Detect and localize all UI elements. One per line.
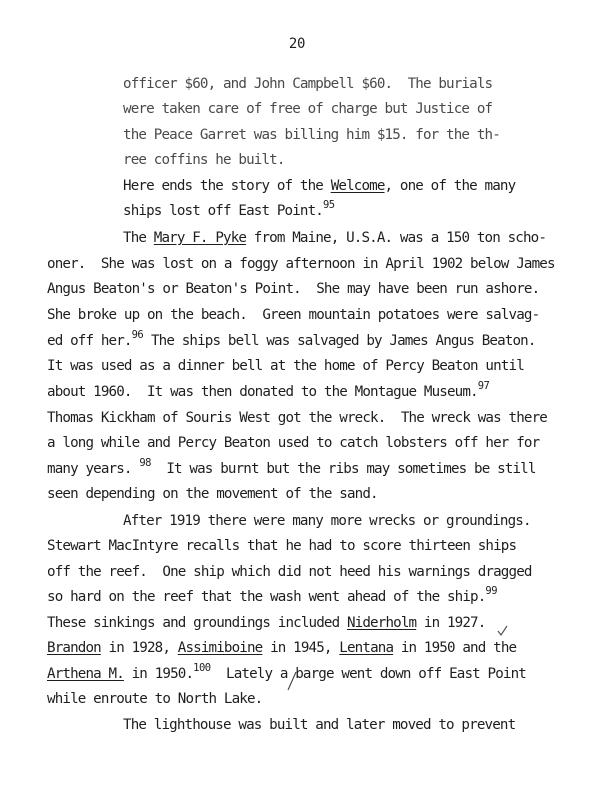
text-line: She broke up on the beach. Green mountain potatoes were salvag-	[47, 307, 540, 323]
text-line: seen depending on the movement of the sand.	[47, 486, 378, 502]
text-line: The lighthouse was built and later moved to prevent	[123, 717, 516, 733]
text-line: the Peace Garret was billing him $15. for the th-	[123, 127, 500, 143]
check-mark-icon	[496, 624, 510, 638]
text-line: ree coffins he built.	[123, 152, 285, 168]
text-line: Here ends the story of the Welcome, one of the many	[123, 178, 516, 194]
ship-name-brandon: Brandon	[47, 640, 101, 656]
text-line: Brandon in 1928, Assimiboine in 1945, Lentana in 1950 and the	[47, 640, 517, 656]
ship-name-welcome: Welcome	[330, 178, 385, 194]
ship-name-mary-f-pyke: Mary F. Pyke	[153, 230, 247, 246]
ship-name-lentana: Lentana	[339, 640, 394, 656]
text-line: Stewart MacIntyre recalls that he had to score thirteen ships	[47, 538, 517, 554]
text-line: ed off her.$^{96}$ The ships bell was salvaged by James Angus Beaton.	[47, 329, 536, 349]
text-line: These sinkings and groundings included Niderholm in 1927.	[47, 615, 486, 631]
text-line: It was used as a dinner bell at the home of Percy Beaton until	[47, 358, 524, 374]
footnote-100: 100	[193, 662, 211, 674]
ship-name-assimiboine: Assimiboine	[177, 640, 263, 656]
text-line: Arthena M. in 1950.$^{100}$ Lately a barge went down off East Point	[47, 662, 526, 682]
text-line: ships lost off East Point.$^{95}$	[123, 199, 335, 219]
footnote-98: 98	[139, 457, 151, 469]
ship-name-arthena-m: Arthena M.	[47, 666, 124, 682]
footnote-96: 96	[131, 329, 144, 341]
text-line: were taken care of free of charge but Justice of	[123, 101, 493, 117]
text-line: officer $60, and John Campbell $60. The burials	[123, 76, 493, 92]
slash-mark-icon	[286, 670, 298, 692]
footnote-99: 99	[485, 585, 498, 597]
text-line: After 1919 there were many more wrecks or groundings.	[123, 513, 531, 529]
text-line: Thomas Kickham of Souris West got the wreck. The wreck was there	[47, 410, 547, 426]
footnote-95: 95	[322, 199, 335, 211]
text-line: The Mary F. Pyke from Maine, U.S.A. was a 150 ton scho-	[123, 230, 547, 246]
page-number: 20	[288, 36, 306, 52]
text-line: off the reef. One ship which did not heed his warnings dragged	[47, 564, 532, 580]
footnote-97: 97	[477, 380, 490, 392]
text-line: while enroute to North Lake.	[47, 691, 263, 707]
text-line: so hard on the reef that the wash went ahead of the ship.$^{99}$	[47, 585, 498, 605]
text-line: oner. She was lost on a foggy afternoon in April 1902 below James	[47, 256, 555, 272]
text-line: Angus Beaton's or Beaton's Point. She may have been run ashore.	[47, 281, 540, 297]
text-line: about 1960. It was then donated to the Montague Museum.$^{97}$	[47, 380, 490, 400]
text-line: many years. $^{98}$ It was burnt but the ribs may sometimes be still	[47, 457, 536, 477]
text-line: a long while and Percy Beaton used to catch lobsters off her for	[47, 435, 540, 451]
ship-name-niderholm: Niderholm	[346, 615, 417, 631]
